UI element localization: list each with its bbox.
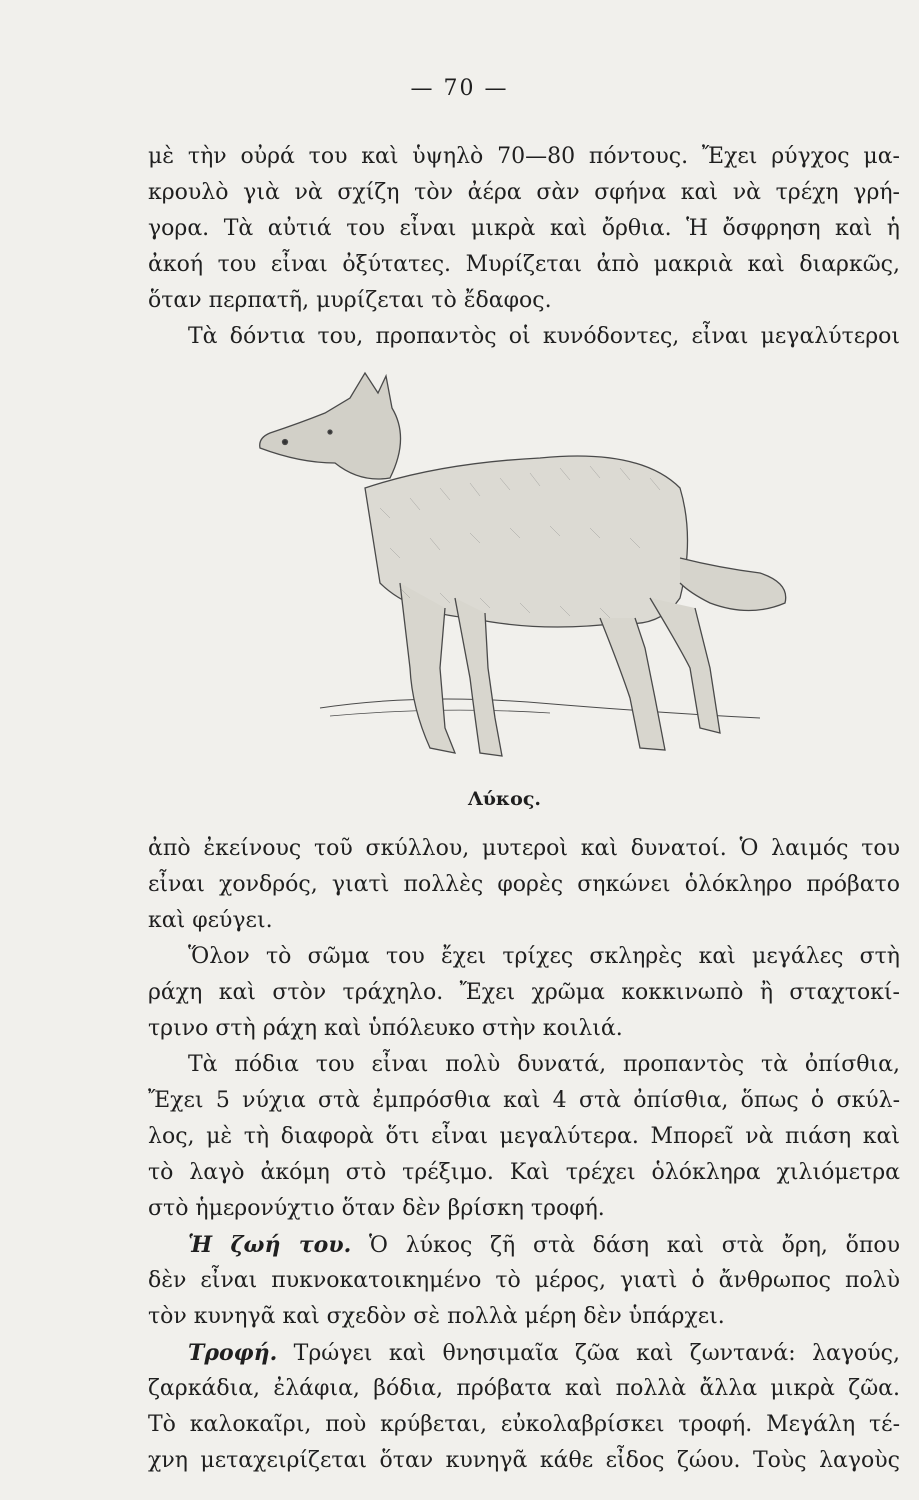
section-food-text: Τρώγει καὶ θνησιμαῖα ζῶα καὶ ζωντανά: λαγούς, <box>277 1341 900 1366</box>
figure-caption: Λύκος. <box>467 788 542 810</box>
wolf-illustration <box>240 368 800 788</box>
section-heading-life: Ἡ ζωή του. <box>188 1232 352 1258</box>
text-line: λος, μὲ τὴ διαφορὰ ὅτι εἶναι μεγαλύτερα. Μπορεῖ νὰ πιάση καὶ <box>148 1124 900 1149</box>
text-line: κρουλὸ γιὰ νὰ σχίζη τὸν ἀέρα σὰν σφήνα καὶ νὰ τρέχη γρή- <box>148 180 900 205</box>
section-heading-food: Τροφή. <box>188 1340 278 1366</box>
text-line: μὲ τὴν οὐρά του καὶ ὑψηλὸ 70—80 πόντους. Ἔχει ρύγχος μα- <box>148 144 900 169</box>
text-line: τὸν κυνηγᾶ καὶ σχεδὸν σὲ πολλὰ μέρη δὲν ὑπάρχει. <box>148 1304 725 1329</box>
page-number: — 70 — <box>410 76 509 101</box>
text-line: ζαρκάδια, ἐλάφια, βόδια, πρόβατα καὶ πολλὰ ἄλλα μικρὰ ζῶα. <box>148 1376 900 1401</box>
text-line: στὸ ἡμερονύχτιο ὅταν δὲν βρίσκη τροφή. <box>148 1196 605 1221</box>
text-line: καὶ φεύγει. <box>148 908 273 933</box>
text-line: Τὰ δόντια του, προπαντὸς οἱ κυνόδοντες, εἶναι μεγαλύτεροι <box>188 324 900 349</box>
text-line: Ὅλον τὸ σῶμα του ἔχει τρίχες σκληρὲς καὶ μεγάλες στὴ <box>188 944 900 969</box>
section-life-text: Ὁ λύκος ζῆ στὰ δάση καὶ στὰ ὄρη, ὅπου <box>351 1233 900 1258</box>
section-food-line <box>188 1336 900 1370</box>
text-line: ράχη καὶ στὸν τράχηλο. Ἔχει χρῶμα κοκκινωπὸ ἢ σταχτοκί- <box>148 980 900 1005</box>
text-line: δὲν εἶναι πυκνοκατοικημένο τὸ μέρος, γιατὶ ὁ ἄνθρωπος πολὺ <box>148 1268 900 1293</box>
text-line: Ἔχει 5 νύχια στὰ ἐμπρόσθια καὶ 4 στὰ ὀπίσθια, ὅπως ὁ σκύλ- <box>148 1088 900 1113</box>
text-line: Τὸ καλοκαῖρι, ποὺ κρύβεται, εὐκολαβρίσκει τροφή. Μεγάλη τέ- <box>148 1412 900 1437</box>
text-line: ἀκοή του εἶναι ὀξύτατες. Μυρίζεται ἀπὸ μακριὰ καὶ διαρκῶς, <box>148 252 900 277</box>
text-line: χνη μεταχειρίζεται ὅταν κυνηγᾶ κάθε εἶδος ζώου. Τοὺς λαγοὺς <box>148 1448 900 1473</box>
text-line: ἀπὸ ἐκείνους τοῦ σκύλλου, μυτεροὶ καὶ δυνατοί. Ὁ λαιμός του <box>148 836 900 861</box>
text-line: τὸ λαγὸ ἀκόμη στὸ τρέξιμο. Καὶ τρέχει ὁλόκληρα χιλιόμετρα <box>148 1160 900 1185</box>
text-line: Τὰ πόδια του εἶναι πολὺ δυνατά, προπαντὸς τὰ ὀπίσθια, <box>188 1052 900 1077</box>
text-line: γορα. Τὰ αὐτιά του εἶναι μικρὰ καὶ ὄρθια. Ἡ ὄσφρηση καὶ ἡ <box>148 216 900 241</box>
section-life-line <box>188 1228 900 1262</box>
text-line: τρινο στὴ ράχη καὶ ὑπόλευκο στὴν κοιλιά. <box>148 1016 623 1041</box>
text-line: ὅταν περπατῆ, μυρίζεται τὸ ἔδαφος. <box>148 288 552 313</box>
text-line: εἶναι χονδρός, γιατὶ πολλὲς φορὲς σηκώνει ὁλόκληρο πρόβατο <box>148 872 900 897</box>
